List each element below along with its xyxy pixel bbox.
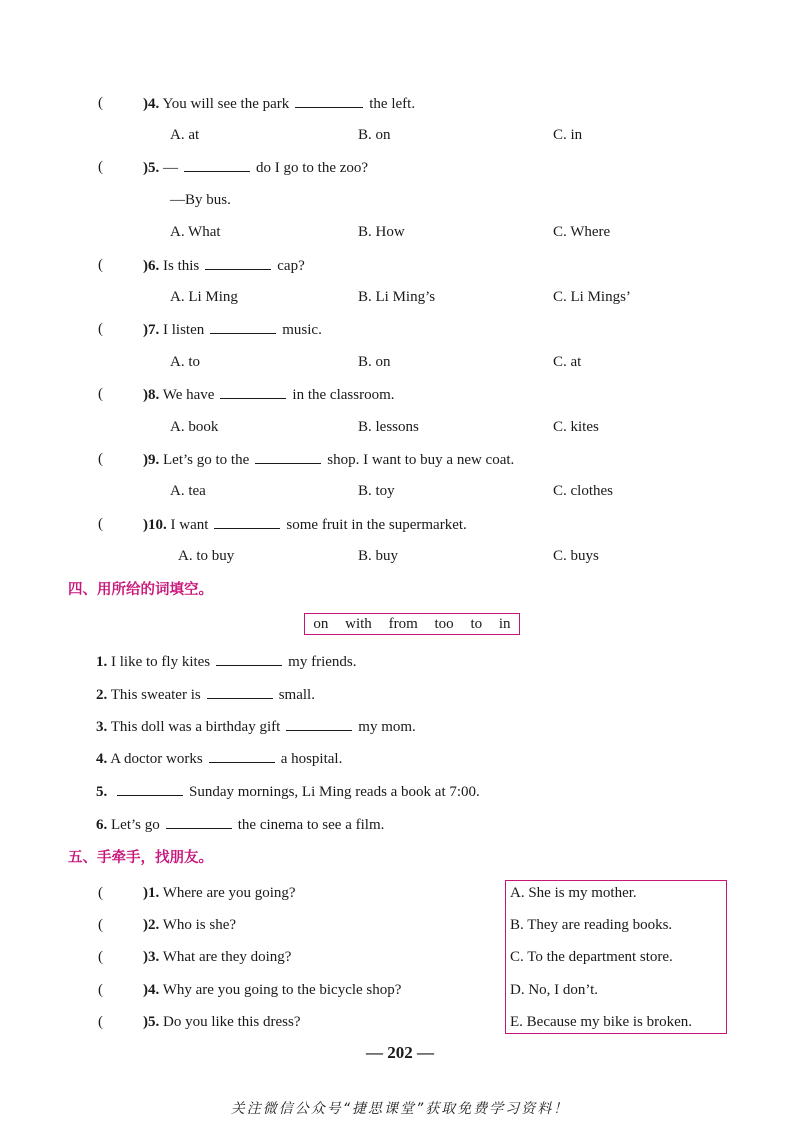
option-c: C. kites [553, 419, 599, 435]
question-number: )8. [143, 387, 160, 403]
page-number: — 202 — [366, 1043, 434, 1062]
answer-option-b: B. They are reading books. [510, 917, 673, 933]
question-text: some fruit in the supermarket. [286, 517, 467, 533]
word-bank-item: from [388, 615, 418, 632]
question-text: shop. I want to buy a new coat. [327, 452, 515, 468]
word-bank [304, 613, 520, 635]
question-text: Let’s go to the [163, 452, 250, 468]
question-text: the left. [369, 96, 416, 112]
option-b: B. buy [358, 548, 399, 564]
section-5-title: 五、手牵手，找朋友。 [68, 850, 213, 866]
answer-option-a: A. She is my mother. [510, 885, 637, 901]
answer-option-d: D. No, I don’t. [510, 982, 599, 998]
option-a: A. at [170, 127, 200, 143]
option-b: B. lessons [358, 419, 419, 435]
question-text: I want [170, 517, 209, 533]
answer-blank[interactable] [255, 449, 321, 464]
footer-note: 关注微信公众号“捷思课堂”获取免费学习资料！ [230, 1101, 570, 1117]
option-c: C. at [553, 354, 582, 370]
question-number: )4. [143, 96, 160, 112]
answer-blank[interactable] [117, 781, 183, 796]
option-b: B. on [358, 354, 391, 370]
word-bank-item: with [345, 615, 372, 632]
option-b: B. Li Ming’s [358, 289, 436, 305]
option-a: A. Li Ming [170, 289, 238, 305]
answer-blank[interactable] [214, 514, 280, 529]
question-number: )10. [143, 517, 167, 533]
fill-item-1: 1. I like to fly kites my friends. [96, 651, 356, 672]
section-4-title: 四、用所给的词填空。 [68, 582, 213, 598]
answer-option-c: C. To the department store. [510, 949, 673, 965]
fill-item-6: 6. Let’s go the cinema to see a film. [96, 814, 384, 835]
option-a: A. to [170, 354, 200, 370]
option-a: A. to buy [178, 548, 235, 564]
answer-blank[interactable] [207, 684, 273, 699]
option-c: C. buys [553, 548, 599, 564]
answer-blank[interactable] [216, 651, 282, 666]
answer-blank[interactable] [166, 814, 232, 829]
question-text: in the classroom. [292, 387, 395, 403]
fill-item-3: 3. This doll was a birthday gift my mom. [96, 716, 416, 737]
option-b: B. toy [358, 483, 395, 499]
option-c: C. in [553, 127, 583, 143]
question-text: — [163, 160, 178, 176]
word-bank-item: in [498, 615, 511, 632]
option-c: C. Where [553, 224, 611, 240]
answer-box [505, 880, 727, 1034]
question-text: I listen [163, 322, 205, 338]
word-bank-item: on [313, 615, 329, 632]
option-a: A. What [170, 224, 221, 240]
answer-blank[interactable] [209, 748, 275, 763]
answer-option-e: E. Because my bike is broken. [510, 1014, 693, 1030]
option-b: B. How [358, 224, 405, 240]
fill-item-2: 2. This sweater is small. [96, 684, 315, 705]
answer-blank[interactable] [286, 716, 352, 731]
word-bank-item: to [470, 615, 483, 632]
question-text: We have [162, 387, 215, 403]
question-number: )5. [143, 160, 160, 176]
question-text: do I go to the zoo? [256, 160, 369, 176]
option-c: C. Li Mings’ [553, 289, 631, 305]
option-a: A. tea [170, 483, 206, 499]
question-text: You will see the park [162, 96, 290, 112]
answer-blank[interactable] [295, 93, 363, 108]
answer-blank[interactable] [184, 157, 250, 172]
question-text: cap? [277, 258, 305, 274]
question-text: Is this [163, 258, 200, 274]
question-text: music. [282, 322, 322, 338]
question-number: )9. [143, 452, 160, 468]
answer-line: —By bus. [170, 192, 231, 208]
answer-blank[interactable] [205, 255, 271, 270]
question-number: )6. [143, 258, 160, 274]
option-b: B. on [358, 127, 391, 143]
option-c: C. clothes [553, 483, 613, 499]
word-bank-item: too [434, 615, 454, 632]
answer-blank[interactable] [220, 384, 286, 399]
fill-item-4: 4. A doctor works a hospital. [96, 748, 342, 769]
question-number: )7. [143, 322, 160, 338]
fill-item-5: 5. Sunday mornings, Li Ming reads a book at 7:00. [96, 781, 480, 802]
option-a: A. book [170, 419, 219, 435]
answer-blank[interactable] [210, 319, 276, 334]
